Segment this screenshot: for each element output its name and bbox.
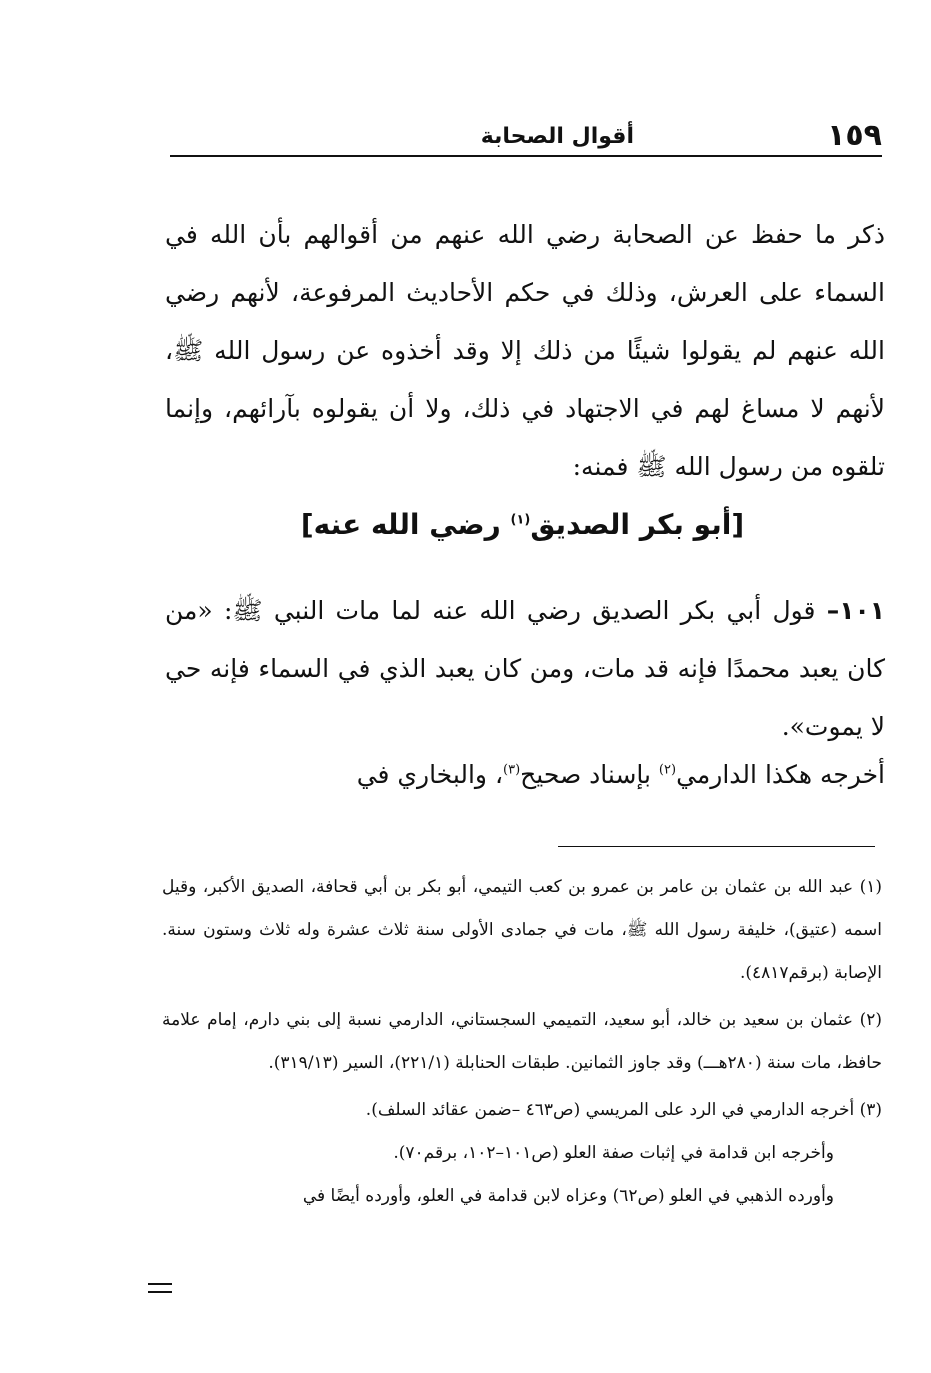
page-number: ١٥٩ [827, 118, 882, 153]
footnote-3-line-2: وأخرجه ابن قدامة في إثبات صفة العلو (ص١٠١–١٠٢، برقم٧٠). [393, 1143, 834, 1163]
narration-text: قول أبي بكر الصديق رضي الله عنه لما مات النبي ﷺ: «من كان يعبد محمدًا فإنه قد مات، ومن كان يعبد الذي في السماء فإنه حي لا يموت». [165, 596, 885, 741]
footnote-3-line-1: (٣) أخرجه الدارمي في الرد على المريسي (ص٤٦٣ –ضمن عقائد السلف). [365, 1100, 882, 1120]
running-title: أقوال الصحابة [480, 124, 634, 149]
source-paragraph [165, 750, 885, 800]
source-text-2: بإسناد صحيح [520, 760, 659, 789]
header-rule [170, 155, 882, 157]
footnote-ref-2: (٢) [658, 762, 677, 778]
footnote-2: (٢) عثمان بن سعيد بن خالد، أبو سعيد، التميمي السجستاني، الدارمي نسبة إلى بني دارم، إمام علامة حافظ، مات سنة (٢٨٠هـــ) وقد جاوز الثمانين. طبقات الحنابلة (٢٢١/١)، السير (٣١٩/١٣). [162, 1010, 882, 1073]
narration-paragraph [165, 582, 885, 756]
footnote-3-line-3: وأورده الذهبي في العلو (ص٦٢) وعزاه لابن قدامة في العلو، وأورده أيضًا في [302, 1186, 834, 1206]
source-text-1: أخرجه هكذا الدارمي [676, 760, 885, 789]
section-heading [165, 508, 880, 541]
section-heading-text: [أبو بكر الصديق [530, 508, 745, 541]
intro-paragraph: ذكر ما حفظ عن الصحابة رضي الله عنهم من أقوالهم بأن الله في السماء على العرش، وذلك في حكم الأحاديث المرفوعة، لأنهم رضي الله عنهم لم يقولوا شيئًا من ذلك إلا وقد أخذوه عن رسول الله ﷺ، لأنهم لا مساغ لهم في الاجتهاد في ذلك، ولا أن يقولوه بآرائهم، وإنما تلقوه من رسول الله ﷺ فمنه: [165, 220, 885, 481]
narration-number: ١٠١– [826, 596, 885, 625]
footnotes [162, 866, 882, 1218]
footnote-ref-3: (٣) [503, 762, 521, 778]
section-heading-suffix: رضي الله عنه] [300, 508, 511, 541]
page-header [170, 118, 882, 156]
footnote-ref-1: (١) [510, 512, 531, 528]
footnote-separator [558, 846, 875, 847]
continuation-mark [148, 1283, 172, 1293]
source-text-3: ، والبخاري في [356, 760, 504, 789]
footnote-1: (١) عبد الله بن عثمان بن عامر بن عمرو بن كعب التيمي، أبو بكر بن أبي قحافة، الصديق الأكبر، وقيل اسمه (عتيق)، خليفة رسول الله ﷺ، مات في جمادى الأولى سنة ثلاث عشرة وله ثلاث وستون سنة. الإصابة (برقم٤٨١٧). [162, 877, 882, 983]
